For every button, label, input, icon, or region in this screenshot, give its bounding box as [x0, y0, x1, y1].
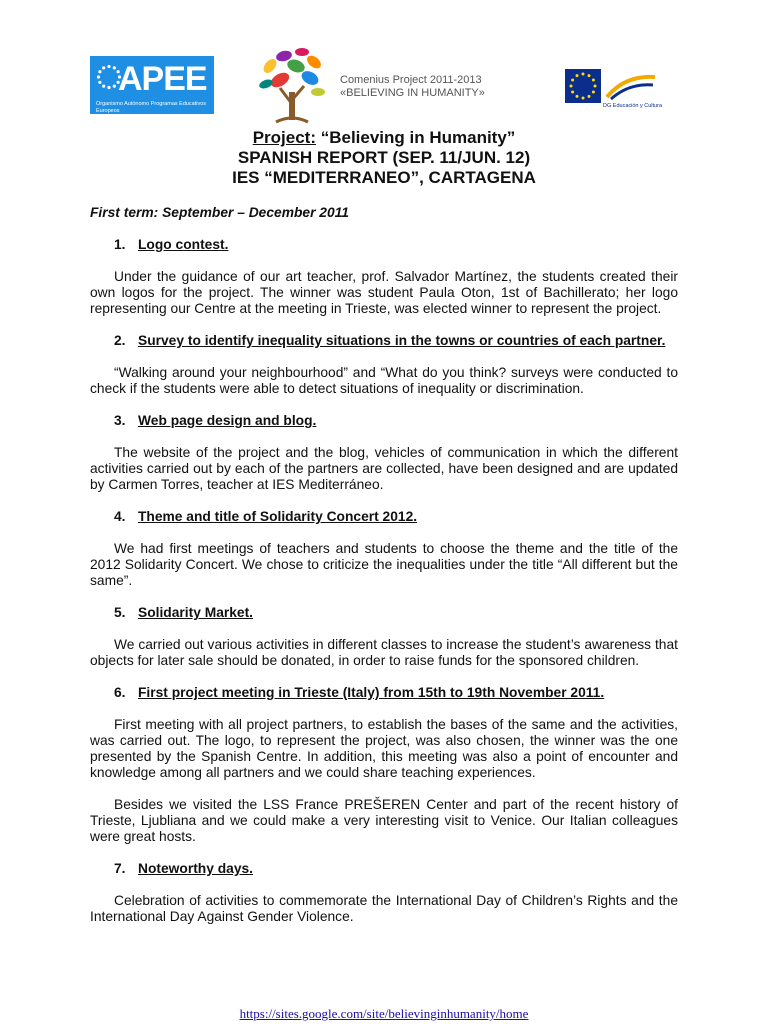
- section-title: First project meeting in Trieste (Italy) from 15th to 19th November 2011.: [138, 685, 605, 700]
- section-heading: [90, 685, 678, 701]
- dg-caption: DG Educación y Cultura: [603, 103, 662, 109]
- section-title: Noteworthy days.: [138, 861, 253, 876]
- section-title: Web page design and blog.: [138, 413, 317, 428]
- document-title: [0, 128, 768, 188]
- section-number: 6.: [114, 685, 126, 700]
- dg-swoosh-icon: [605, 71, 657, 101]
- section-paragraph: We had first meetings of teachers and students to choose the theme and the title of the 2012 Solidarity Concert. We chose to criticize the inequalities under the title “All different but the same”.: [90, 541, 678, 588]
- eu-flag-icon: [565, 69, 601, 103]
- section-number: 3.: [114, 413, 126, 428]
- school-title-line: IES “MEDITERRANEO”, CARTAGENA: [232, 168, 536, 187]
- section-paragraph: The website of the project and the blog, vehicles of communication in which the different activities carried out by each of the partners are collected, have been designed and are updated by Carmen Torres, teacher at IES Mediterráneo.: [90, 445, 678, 492]
- footer-link[interactable]: https://sites.google.com/site/believinginhumanity/home: [239, 1006, 529, 1021]
- project-name: “Believing in Humanity”: [315, 128, 516, 147]
- document-body: [90, 205, 678, 941]
- section-heading: [90, 333, 678, 349]
- section-number: 1.: [114, 237, 126, 252]
- apee-wordmark: APEE: [118, 60, 207, 98]
- section-number: 4.: [114, 509, 126, 524]
- term-heading: First term: September – December 2011: [90, 205, 349, 220]
- apee-logo: [90, 56, 214, 114]
- section-paragraph: “Walking around your neighbourhood” and “What do you think? surveys were conducted to check if the students were able to detect situations of inequality or discrimination.: [90, 365, 678, 396]
- section-title: Theme and title of Solidarity Concert 2012.: [138, 509, 418, 524]
- section-title: Solidarity Market.: [138, 605, 254, 620]
- section-paragraph: First meeting with all project partners, to establish the bases of the same and the activities, was carried out. The logo, to represent the project, was also chosen, the winner was the one presented by the Spanish Centre. In addition, this meeting was also a point of encounter and knowledge among all partners and we could share teaching experiences.: [90, 717, 678, 780]
- section-number: 7.: [114, 861, 126, 876]
- project-title-line: [0, 128, 768, 148]
- apee-subtitle: Organismo Autónomo Programas Educativos Europeos: [96, 101, 207, 114]
- header-logos: [0, 44, 768, 124]
- section-heading: [90, 861, 678, 877]
- footer: [0, 1006, 768, 1022]
- report-title-line: SPANISH REPORT (SEP. 11/JUN. 12): [237, 148, 531, 167]
- section-paragraph: Celebration of activities to commemorate the International Day of Children’s Rights and the International Day Against Gender Violence.: [90, 893, 678, 924]
- comenius-caption: [340, 74, 540, 100]
- project-label: Project:: [252, 128, 316, 147]
- section-heading: [90, 509, 678, 525]
- eu-logo: [565, 69, 662, 113]
- section-title: Survey to identify inequality situations in the towns or countries of each partner.: [138, 333, 666, 348]
- section-paragraph: Under the guidance of our art teacher, prof. Salvador Martínez, the students created their own logos for the project. The winner was student Paula Oton, 1st of Bachillerato; her logo representing our Centre at the meeting in Trieste, was elected winner to represent the project.: [90, 269, 678, 316]
- section-number: 5.: [114, 605, 126, 620]
- comenius-line-1: Comenius Project 2011-2013: [340, 74, 482, 86]
- section-heading: [90, 413, 678, 429]
- section-title: Logo contest.: [138, 237, 229, 252]
- section-paragraph: We carried out various activities in different classes to increase the student’s awareness that objects for later sale should be donated, in order to raise funds for the sponsored children.: [90, 637, 678, 668]
- section-heading: [90, 237, 678, 253]
- comenius-line-2: «BELIEVING IN HUMANITY»: [340, 87, 485, 99]
- section-paragraph: Besides we visited the LSS France PREŠEREN Center and part of the recent history of Trieste, Ljubliana and we could make a very interesting visit to Venice. Our Italian colleagues were great hosts.: [90, 797, 678, 844]
- section-heading: [90, 605, 678, 621]
- section-number: 2.: [114, 333, 126, 348]
- comenius-tree-logo: [256, 44, 328, 126]
